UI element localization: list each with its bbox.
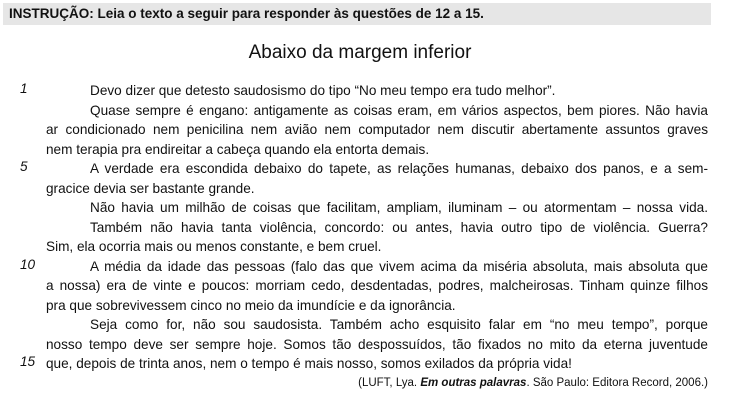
instruction-text: INSTRUÇÃO: Leia o texto a seguir para responder às questões de 12 a 15. (9, 6, 484, 21)
citation-suffix: . São Paulo: Editora Record, 2006.) (526, 377, 708, 389)
citation-prefix: (LUFT, Lya. (358, 377, 421, 389)
passage-line-text: nem terapia pra endireitar a cabeça quando ela entorta demais. (46, 141, 430, 157)
passage-line-text: Também não havia tanta violência, concordo: ou antes, havia outro tipo de violência. Guerra? (90, 219, 708, 235)
passage-line (0, 335, 735, 355)
line-number-10: 10 (20, 256, 36, 272)
passage-line (0, 296, 735, 316)
passage-line-text: pra que sobrevivessem cinco no meio da imundície e da ignorância. (46, 297, 456, 313)
passage-line (0, 257, 735, 277)
citation (358, 377, 708, 389)
passage-line-text: gracice devia ser bastante grande. (46, 180, 255, 196)
passage-line-text: Não havia um milhão de coisas que facilitam, ampliam, iluminam – ou atormentam – nossa vida. (90, 200, 708, 215)
passage-line (0, 218, 735, 238)
passage-line-text: A média da idade das pessoas (falo das que vivem acima da miséria absoluta, mais absoluta que (90, 258, 708, 274)
passage-line-text: ar condicionado nem penicilina nem avião nem computador nem discutir abertamente assuntos graves (46, 122, 708, 137)
passage-line-text: nosso tempo deve ser sempre hoje. Somos tão despossuídos, tão fixados no mito da eterna juventude (46, 336, 708, 352)
passage-line-text: Seja como for, não sou saudosista. Também acho esquisito falar em “no meu tempo”, porque (90, 317, 708, 332)
passage-line (0, 276, 735, 296)
line-number-1: 1 (20, 81, 28, 96)
passage-line (0, 237, 735, 257)
passage-line (0, 140, 735, 160)
passage-line (0, 315, 735, 335)
citation-book-title: Em outras palavras (420, 377, 527, 389)
passage-line (0, 81, 735, 101)
passage-line-text: A verdade era escondida debaixo do tapete, as relações humanas, debaixo dos panos, e a sem- (90, 161, 708, 176)
line-number-15: 15 (20, 354, 36, 369)
passage-line (0, 120, 735, 140)
text-title: Abaixo da margem inferior (248, 42, 472, 63)
instruction-bar (3, 3, 711, 25)
passage-line (0, 159, 735, 179)
passage-line-text: Sim, ela ocorria mais ou menos constante, e bem cruel. (46, 239, 382, 254)
passage-line-text: Devo dizer que detesto saudosismo do tipo “No meu tempo era tudo melhor”. (90, 83, 556, 98)
passage-line (0, 179, 735, 199)
passage-line-text: Quase sempre é engano: antigamente as coisas eram, em vários aspectos, bem piores. Não havia (90, 102, 708, 118)
passage-line-text: que, depois de trinta anos, nem o tempo é mais nosso, somos exilados da própria vida! (46, 356, 572, 371)
line-number-5: 5 (20, 159, 28, 174)
passage-line-text: a nossa) era de vinte e poucos: morriam cedo, desdentadas, podres, malcheirosas. Tinham quinze filhos (46, 278, 708, 293)
passage-line (0, 101, 735, 121)
passage-line (0, 354, 735, 374)
passage-line (0, 198, 735, 218)
